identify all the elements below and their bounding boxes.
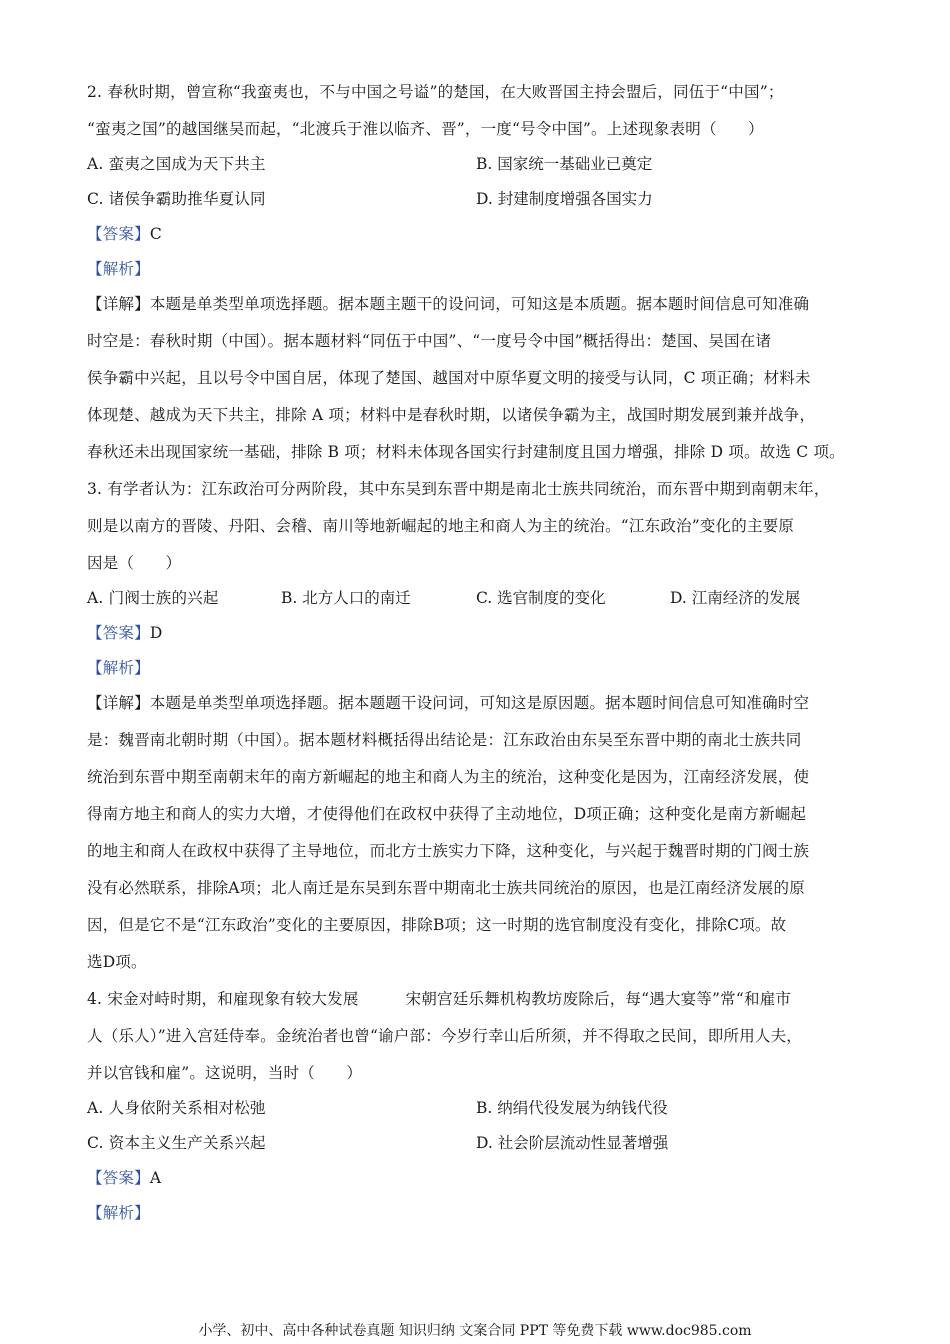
- q3-detail-line-2: 是：魏晋南北朝时期（中国）。据本题材料概括得出结论是：江东政治由东吴至东晋中期的南北士族共同: [87, 731, 802, 749]
- q3-detail-line-7: 因，但是它不是“江东政治”变化的主要原因，排除B项；这一时期的选官制度没有变化，排除C项。故: [87, 916, 787, 934]
- answer-value: C: [149, 225, 162, 243]
- answer-tag: 【答案】: [87, 225, 150, 243]
- q3-detail-line-1: 【详解】本题是单类型单项选择题。据本题题干设问词，可知这是原因题。据本题时间信息可知准确时空: [87, 694, 810, 712]
- q3-detail-line-3: 统治到东晋中期至南朝末年的南方新崛起的地主和商人为主的统治，这种变化是因为，江南经济发展，使: [87, 768, 810, 786]
- q3-analysis-tag: 【解析】: [87, 659, 150, 677]
- q2-option-b: B. 国家统一基础业已奠定: [476, 155, 653, 173]
- page-footer: 小学、初中、高中各种试卷真题 知识归纳 文案合同 PPT 等免费下载 www.doc985.com: [198, 1323, 752, 1339]
- q2-detail-line-5: 春秋还未出现国家统一基础，排除 B 项；材料未体现各国实行封建制度且国力增强，排除 D 项。故选 C 项。: [87, 443, 845, 461]
- q3-option-d: D. 江南经济的发展: [670, 589, 801, 607]
- q3-option-a: A. 门阀士族的兴起: [87, 589, 219, 607]
- q3-stem-line-2: 则是以南方的晋陵、丹阳、会稽、南川等地新崛起的地主和商人为主的统治。“江东政治”变化的主要原: [87, 517, 795, 535]
- q3-detail-line-5: 的地主和商人在政权中获得了主导地位，而北方士族实力下降，这种变化，与兴起于魏晋时期的门阀士族: [87, 842, 810, 860]
- q3-detail-line-8: 选D项。: [87, 953, 147, 971]
- detail-tag: 【详解】: [87, 295, 150, 313]
- q4-option-d: D. 社会阶层流动性显著增强: [476, 1134, 669, 1152]
- q3-stem-line-1: 3. 有学者认为：江东政治可分两阶段，其中东吴到东晋中期是南北士族共同统治，而东晋中期到南朝末年，: [87, 480, 830, 498]
- q4-analysis-tag: 【解析】: [87, 1204, 150, 1222]
- detail-tag: 【详解】: [87, 694, 150, 712]
- q2-option-c: C. 诸侯争霸助推华夏认同: [87, 190, 266, 208]
- q2-option-d: D. 封建制度增强各国实力: [476, 190, 653, 208]
- q2-stem-line-1: 2. 春秋时期，曾宣称“我蛮夷也，不与中国之号谥”的楚国，在大败晋国主持会盟后，同伍于“中国”；: [87, 83, 784, 101]
- answer-value: D: [149, 624, 163, 642]
- q2-stem-line-2: “蛮夷之国”的越国继吴而起，“北渡兵于淮以临齐、晋”，一度“号令中国”。上述现象表明（ ）: [87, 120, 764, 138]
- q2-analysis-tag: 【解析】: [87, 260, 150, 278]
- q3-stem-line-3: 因是（ ）: [87, 554, 182, 572]
- q4-stem-line-2: 人（乐人）”进入宫廷侍奉。金统治者也曾“谕户部：今岁行幸山后所须，并不得取之民间，即所用人夫，: [87, 1027, 803, 1045]
- q4-option-c: C. 资本主义生产关系兴起: [87, 1134, 266, 1152]
- answer-tag: 【答案】: [87, 624, 150, 642]
- q4-option-a: A. 人身依附关系相对松弛: [87, 1099, 266, 1117]
- q2-detail-line-3: 侯争霸中兴起，且以号令中国自居，体现了楚国、越国对中原华夏文明的接受与认同，C 项正确；材料未: [87, 369, 811, 387]
- q4-stem-line-3: 并以官钱和雇”。这说明，当时（ ）: [87, 1064, 363, 1082]
- q2-detail-line-4: 体现楚、越成为天下共主，排除 A 项；材料中是春秋时期，以诸侯争霸为主，战国时期发展到兼并战争，: [87, 406, 816, 424]
- q3-option-b: B. 北方人口的南迁: [281, 589, 411, 607]
- q4-stem-line-1: 4. 宋金对峙时期，和雇现象有较大发展 宋朝宫廷乐舞机构教坊废除后，每“遇大宴等”常“和雇市: [87, 990, 792, 1008]
- q2-option-a: A. 蛮夷之国成为天下共主: [87, 155, 266, 173]
- q4-answer: [87, 1168, 161, 1188]
- q3-answer: [87, 623, 162, 643]
- q2-answer: [87, 224, 162, 244]
- q3-detail-line-4: 得南方地主和商人的实力大增，才使得他们在政权中获得了主动地位，D项正确；这种变化是南方新崛起: [87, 805, 807, 823]
- q3-detail-line-6: 没有必然联系，排除A项；北人南迁是东吴到东晋中期南北士族共同统治的原因，也是江南经济发展的原: [87, 879, 805, 897]
- q4-option-b: B. 纳绢代役发展为纳钱代役: [476, 1099, 668, 1117]
- answer-value: A: [149, 1169, 162, 1187]
- q2-detail-line-1: 【详解】本题是单类型单项选择题。据本题主题干的设问词，可知这是本质题。据本题时间信息可知准确: [87, 295, 810, 313]
- answer-tag: 【答案】: [87, 1169, 150, 1187]
- q3-option-c: C. 选官制度的变化: [476, 589, 606, 607]
- q2-detail-line-2: 时空是：春秋时期（中国）。据本题材料“同伍于中国”、“一度号令中国”概括得出：楚国、吴国在诸: [87, 332, 772, 350]
